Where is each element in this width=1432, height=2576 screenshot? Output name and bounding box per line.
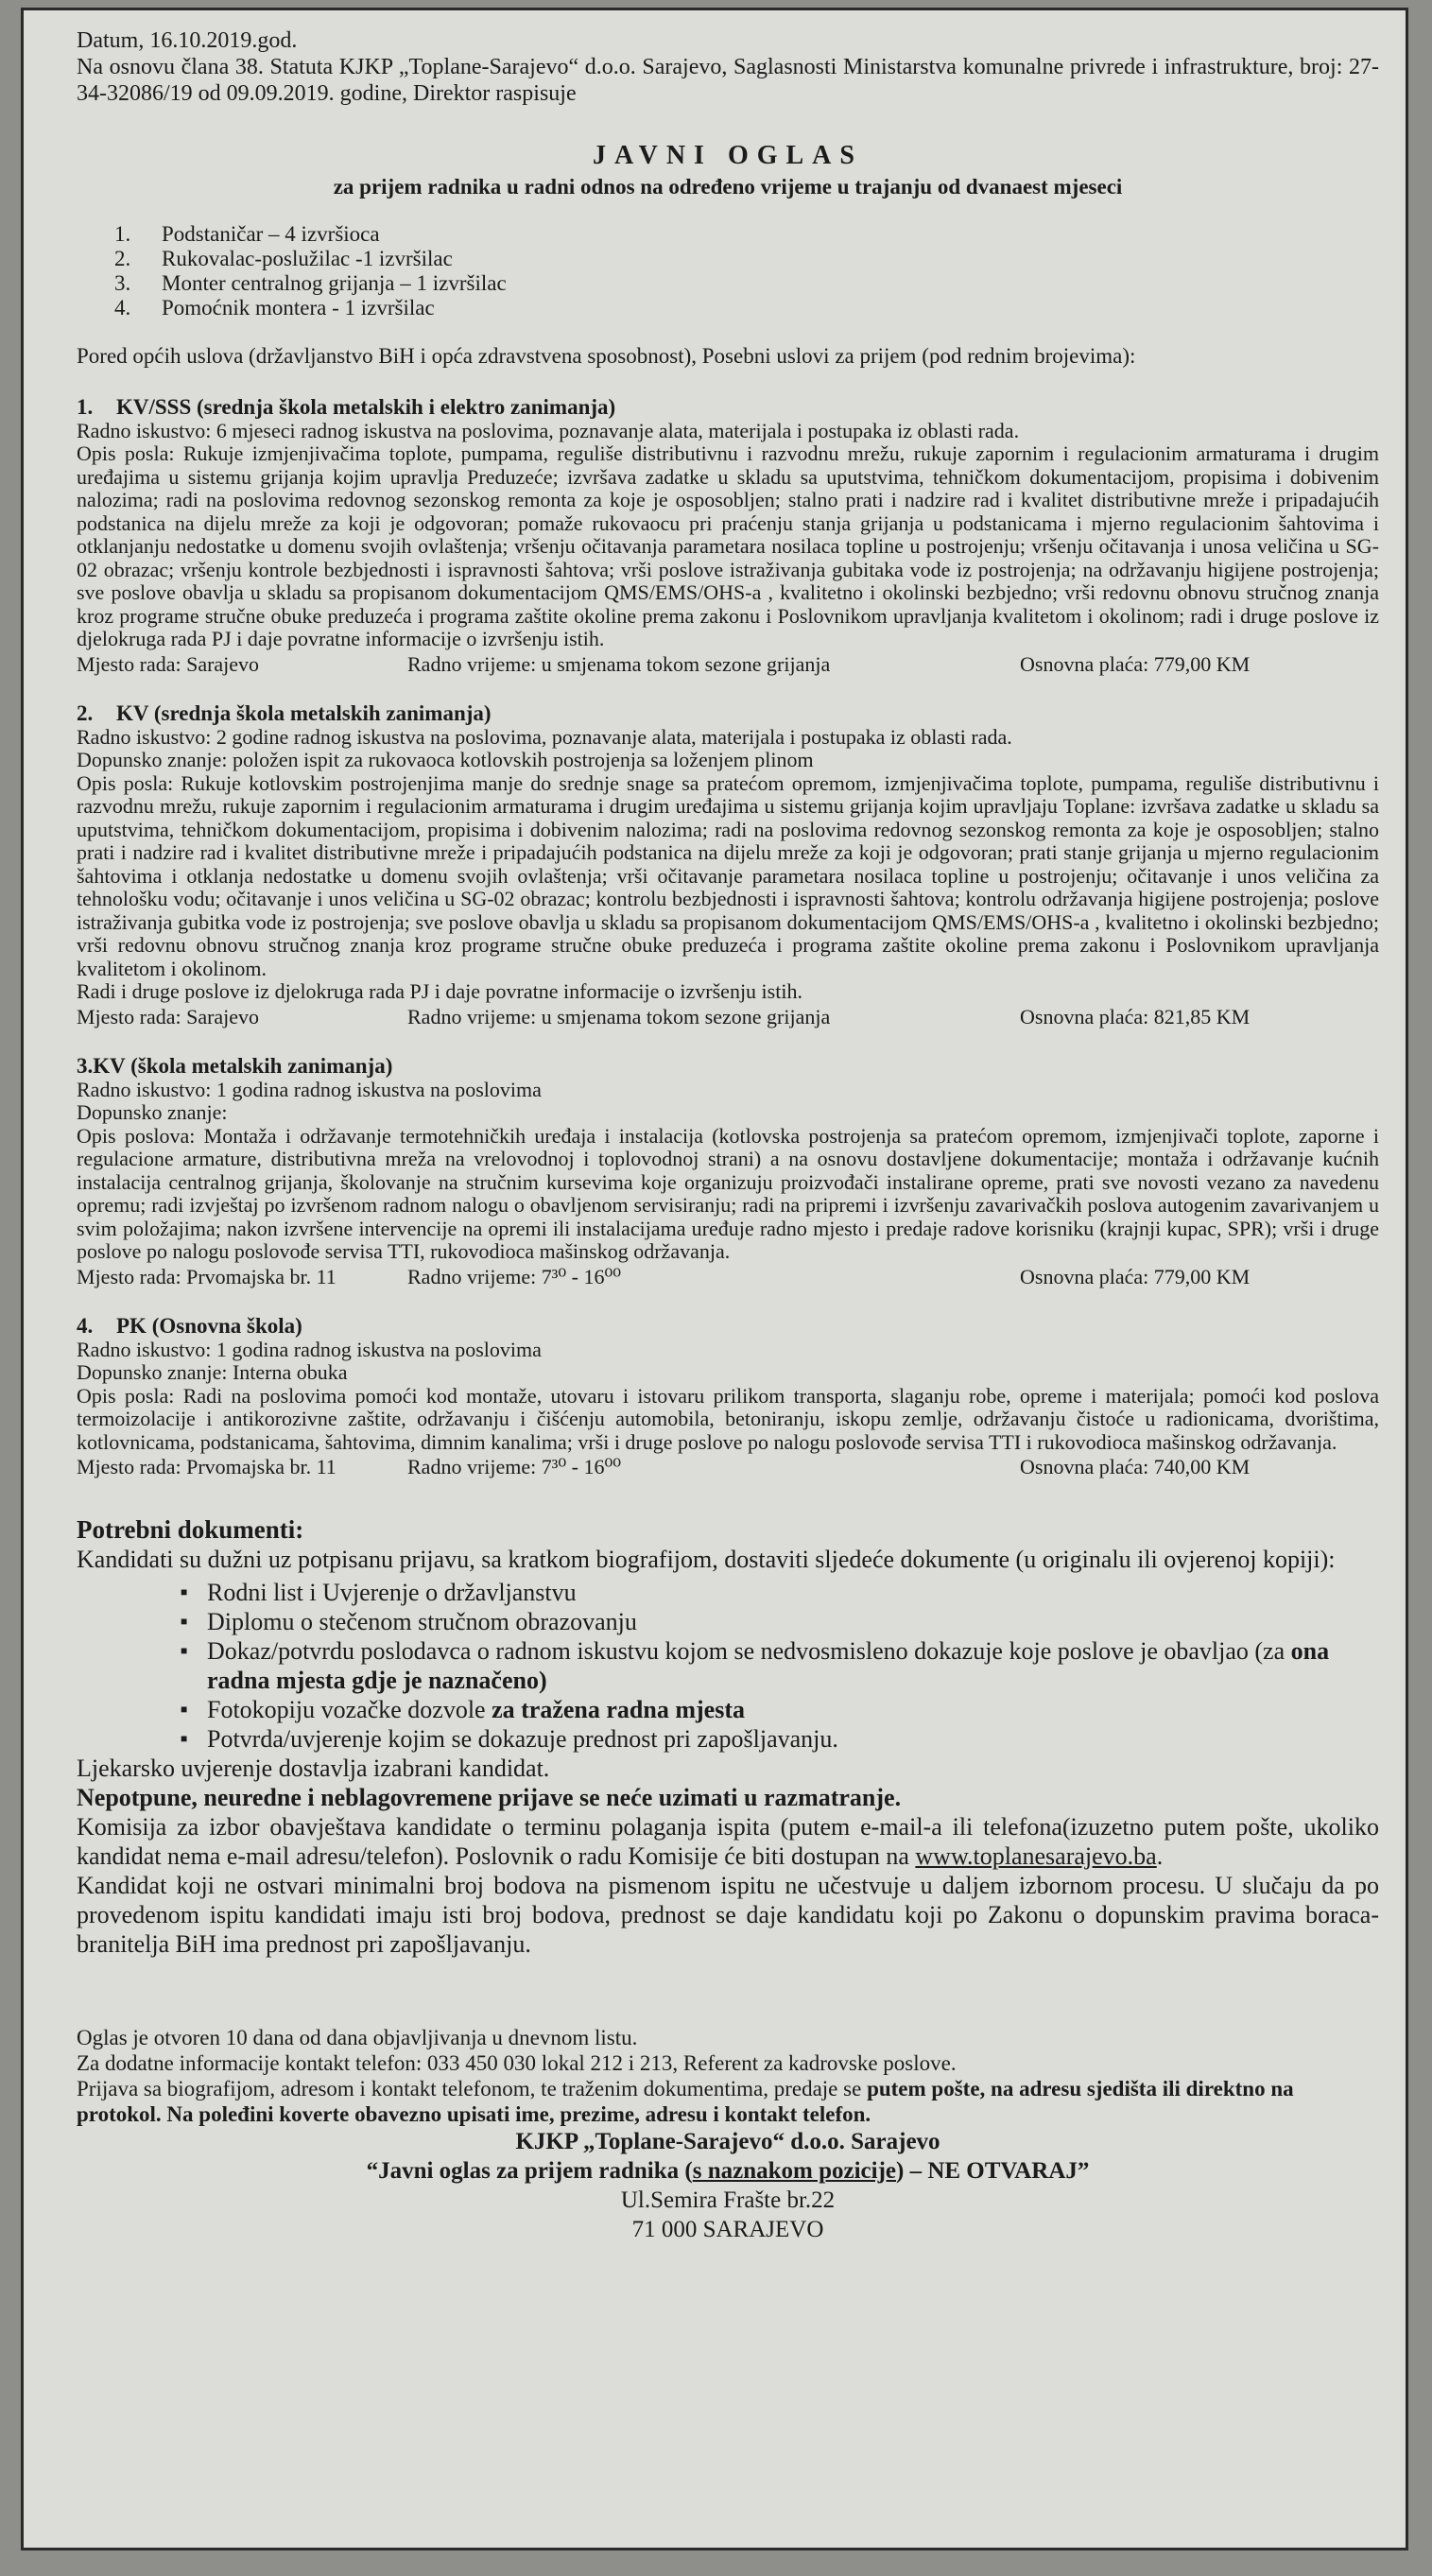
announcement-page — [21, 8, 1408, 2550]
legal-basis: Na osnovu člana 38. Statuta KJKP „Toplane-Sarajevo“ d.o.o. Sarajevo, Saglasnosti Ministarstva komunalne privrede i infrastrukture, broj: 27-34-32086/19 od 09.09.2019. godine, Direktor raspisuje — [77, 55, 1379, 106]
position-section-3 — [77, 1055, 1379, 1288]
submission-note: Prijava sa biografijom, adresom i kontakt telefonom, te traženim dokumentima, predaje se putem pošte, na adresu sjedišta ili direktno na protokol. Na poleđini koverte obavezno upisati ime, prezime, adresu i kontakt telefon. — [77, 2076, 1294, 2126]
base-salary: Osnovna plaća: 779,00 KM — [1020, 1264, 1251, 1288]
base-salary: Osnovna plaća: 740,00 KM — [1020, 1455, 1251, 1478]
work-place: Mjesto rada: Prvomajska br. 11 — [77, 1264, 336, 1288]
website-link[interactable]: www.toplanesarajevo.ba — [915, 1841, 1157, 1870]
positions-list — [114, 222, 1379, 320]
other-duties: Radi i druge poslove iz djelokruga rada PJ i daje povratne informacije o izvršenju istih. — [77, 979, 802, 1003]
experience-line: Radno iskustvo: 1 godina radnog iskustva na poslovima — [77, 1337, 542, 1361]
announcement-title: JAVNI OGLAS — [593, 141, 863, 170]
job-description: Opis posla: Radi na poslovima pomoći kod montaže, utovaru i istovaru prilikom transporta, slaganju robe, opreme i materijala; pomoći kod poslova termoizolacije i antikorozivne zaštite, održavanju i čišćenju automobila, betoniranju, iskopu zemlje, održavanju čistoće u radionicama, dvorištima, kotlovnicama, podstanicama, šahtovima, dimnim kanalima; vrši i druge poslove po nalogu poslovođe servisa TTI i rukovodioca mašinskog održavanja. — [77, 1383, 1379, 1454]
open-period: Oglas je otvoren 10 dana od dana objavljivanja u dnevnom listu. — [77, 2025, 638, 2049]
incomplete-note: Nepotpune, neuredne i neblagovremene prijave se neće uzimati u razmatranje. — [77, 1783, 902, 1811]
job-meta — [77, 653, 1379, 677]
list-item: ■ Rodni list i Uvjerenje o državljanstvu — [77, 1578, 1379, 1607]
base-salary: Osnovna plaća: 779,00 KM — [1020, 651, 1251, 676]
footer-block — [77, 2025, 1379, 2244]
company-name: KJKP „Toplane-Sarajevo“ d.o.o. Sarajevo — [515, 2128, 940, 2154]
position-section-4 — [77, 1315, 1379, 1479]
required-documents — [77, 1515, 1379, 1959]
section-heading: 3.KV (škola metalskih zanimanja) — [77, 1054, 393, 1078]
list-item: ■ Diplomu o stečenom stručnom obrazovanju — [77, 1607, 1379, 1636]
position-section-1 — [77, 396, 1379, 676]
medical-note: Ljekarsko uvjerenje dostavlja izabrani kandidat. — [77, 1754, 550, 1782]
announcement-subtitle: za prijem radnika u radni odnos na određeno vrijeme u trajanju od dvanaest mjeseci — [333, 175, 1123, 199]
section-heading: 2. KV (srednja škola metalskih zanimanja) — [77, 701, 492, 725]
list-item: 2. Rukovalac-poslužilac -1 izvršilac — [114, 247, 453, 270]
work-hours: Radno vrijeme: u smjenama tokom sezone grijanja — [407, 651, 831, 676]
experience-line: Radno iskustvo: 2 godine radnog iskustva na poslovima, poznavanje alata, materijala i postupaka iz oblasti rada. — [77, 724, 1012, 749]
documents-intro: Kandidati su dužni uz potpisanu prijavu, sa kratkom biografijom, dostaviti sljedeće dokumente (u originalu ili ovjerenoj kopiji): — [77, 1545, 1336, 1573]
experience-line: Radno iskustvo: 6 mjeseci radnog iskustva na poslovima, poznavanje alata, materijala i postupaka iz oblasti rada. — [77, 418, 1020, 442]
contact-phone: Za dodatne informacije kontakt telefon: 033 450 030 lokal 212 i 213, Referent za kadrovske poslove. — [77, 2050, 957, 2075]
documents-heading: Potrebni dokumenti: — [77, 1514, 304, 1544]
work-hours: Radno vrijeme: 7³⁰ - 16⁰⁰ — [407, 1455, 622, 1478]
section-heading: 4. PK (Osnovna škola) — [77, 1314, 302, 1338]
extra-knowledge: Dopunsko znanje: položen ispit za rukovaoca kotlovskih postrojenja sa loženjem plinom — [77, 748, 814, 771]
city-address: 71 000 SARAJEVO — [631, 2216, 824, 2242]
position-section-2 — [77, 702, 1379, 1029]
list-item: ■ Fotokopiju vozačke dozvole za tražena radna mjesta — [77, 1695, 1379, 1724]
job-meta — [77, 1266, 1379, 1289]
extra-knowledge: Dopunsko znanje: — [77, 1100, 228, 1124]
list-item: 1. Podstaničar – 4 izvršioca — [114, 222, 380, 246]
job-description: Opis posla: Rukuje izmjenjivačima toplote, pumpama, reguliše distributivnu i razvodnu mrežu, rukuje zapornim i regulacionim armaturama i drugim uređajima u sistemu grijanja kojim upravlja Preduzeće; izvršava zadatke u skladu sa uputstvima, tehničkom dokumentacijom, propisima i dobivenim nalozima; radi na poslovima redovnog sezonskog remonta za koje je osposobljen; stalno prati i nadzire rad i kvalitet distributivne mreže i pripadajućih podstanica na dijelu mreže za koji je odgovoran; pomaže rukovaocu pri praćenju stanja grijanja u podstanicama i mjerno regulacionim šahtovima i otklanjanju nedostatke u domenu svojih ovlaštenja; vršenju očitavanja parametara nosilaca topline u postrojenju; vršenju očitavanja i unosa veličina u SG-02 obrazac; vršenju kontrole bezbjednosti i ispravnosti šahtova; vrši poslove istraživanja gubitaka vode iz postrojenja; na održavanju higijene postrojenja; sve poslove obavlja u skladu sa propisanom dokumentacijom QMS/EMS/OHS-a , kvalitetno i okolinski bezbjedno; vrši redovnu obnovu stručnog znanja kroz programe stručne obuke preduzeća i programa zaštite okoline prema zakonu i Poslovnikom upravljanja kvalitetom i okolinom; radi i druge poslove iz djelokruga rada PJ i daje povratne informacije o izvršenju istih. — [77, 441, 1379, 650]
job-description: Opis poslova: Montaža i održavanje termotehničkih uređaja i instalacija (kotlovska postrojenja sa pratećom opremom, izmjenjivači toplote, zaporne i regulacione armature, distributivna mreža na vrelovodnoj i toplovodnoj strani) a na osnovu dostavljene dokumentacije; montaža i održavanje kućnih instalacija centralnog grijanja, školovanje na stručnim kursevima koje organizuju proizvođači instalirane opreme, prati sve novosti vezano za navedenu opremu; radi izvještaj po izvršenom radnom nalogu o obavljenom servisiranju; radi na pripremi i izvršenju zavarivačkih poslova autogenim zavarivanjem u svim položajima; nakon izvršene intervencije na opremi ili instalacijama uređuje radno mjesto i predaje radove korisniku (krajnji kupac, SPR); vrši i druge poslove po nalogu poslovođe servisa TTI, rukovodioca mašinskog održavanja. — [77, 1123, 1379, 1263]
job-description: Opis posla: Rukuje kotlovskim postrojenjima manje do srednje snage sa pratećom opremom, izmjenjivačima toplote, pumpama, reguliše distributivnu i razvodnu mrežu, rukuje zapornim i regulacionim armaturama i drugim uređajima u sistemu grijanja kojim upravljaju Toplane: izvršava zadatke u skladu sa uputstvima, tehničkom dokumentacijom, propisima i dobivenim nalozima; radi na poslovima redovnog sezonskog remonta za koje je osposobljen; stalno prati i nadzire rad i kvalitet distributivne mreže i pripadajućih podstanica na dijelu mreže za koji je odgovoran; prati stanje grijanja u mjerno regulacionim šahtovima i otklanja nedostatke u domenu svojih ovlaštenja; vrši očitavanje parametara nosilaca topline u postrojenju; očitavanje i unos veličina za tehnološku vodu; očitavanje i unos veličina u SG-02 obrazac; kontrolu bezbjednosti i ispravnosti šahtova; kontrolu održavanja higijene postrojenja; poslove istraživanja gubitka vode iz postrojenja; sve poslove obavlja u skladu sa propisanom dokumentacijom QMS/EMS/OHS-a , kvalitetno i okolinski bezbjedno; vrši redovnu obnovu stručnog znanja kroz programe stručne obuke preduzeća i programa zaštite okoline prema zakonu i Poslovnikom upravljanja kvalitetom i okolinom. — [77, 770, 1379, 980]
conditions-intro: Pored općih uslova (državljanstvo BiH i opća zdravstvena sposobnost), Posebni uslovi za prijem (pod rednim brojevima): — [77, 344, 1136, 368]
job-meta — [77, 1456, 1379, 1479]
work-hours: Radno vrijeme: u smjenama tokom sezone grijanja — [407, 1004, 831, 1029]
date-line: Datum, 16.10.2019.god. — [77, 28, 298, 53]
work-place: Mjesto rada: Sarajevo — [77, 651, 260, 676]
work-hours: Radno vrijeme: 7³⁰ - 16⁰⁰ — [407, 1264, 622, 1288]
exam-note: Kandidat koji ne ostvari minimalni broj bodova na pismenom ispitu ne učestvuje u daljem izbornom procesu. U slučaju da po provedenom ispitu kandidati imaju isti broj bodova, prednost se daje kandidatu koji po Zakonu o dopunskim pravima boraca-branitelja BiH ima prednost pri zapošljavanju. — [77, 1871, 1379, 1958]
extra-knowledge: Dopunsko znanje: Interna obuka — [77, 1360, 348, 1384]
job-meta — [77, 1006, 1379, 1029]
work-place: Mjesto rada: Sarajevo — [77, 1004, 260, 1029]
commission-note: Komisija za izbor obavještava kandidate o terminu polaganja ispita (putem e-mail-a ili telefona(izuzetno putem pošte, ukoliko kandidat nema e-mail adresu/telefon). Poslovnik o radu Komisije će biti dostupan na www.toplanesarajevo.ba. — [77, 1812, 1379, 1870]
list-item: 3. Monter centralnog grijanja – 1 izvršilac — [114, 271, 507, 295]
base-salary: Osnovna plaća: 821,85 KM — [1020, 1004, 1251, 1029]
list-item: 4. Pomoćnik montera - 1 izvršilac — [114, 296, 435, 320]
section-heading: 1. KV/SSS (srednja škola metalskih i elektro zanimanja) — [77, 395, 616, 419]
work-place: Mjesto rada: Prvomajska br. 11 — [77, 1455, 336, 1478]
list-item: ■ Potvrda/uvjerenje kojim se dokazuje prednost pri zapošljavanju. — [77, 1724, 1379, 1754]
list-item: ■ Dokaz/potvrdu poslodavca o radnom iskustvu kojom se nedvosmisleno dokazuje koje poslove je obavljao (za ona radna mjesta gdje je naznačeno) — [77, 1636, 1379, 1695]
envelope-note: “Javni oglas za prijem radnika (s naznakom pozicije) – NE OTVARAJ” — [366, 2157, 1090, 2184]
street-address: Ul.Semira Frašte br.22 — [620, 2187, 836, 2213]
experience-line: Radno iskustvo: 1 godina radnog iskustva na poslovima — [77, 1077, 542, 1101]
documents-list — [77, 1578, 1379, 1754]
